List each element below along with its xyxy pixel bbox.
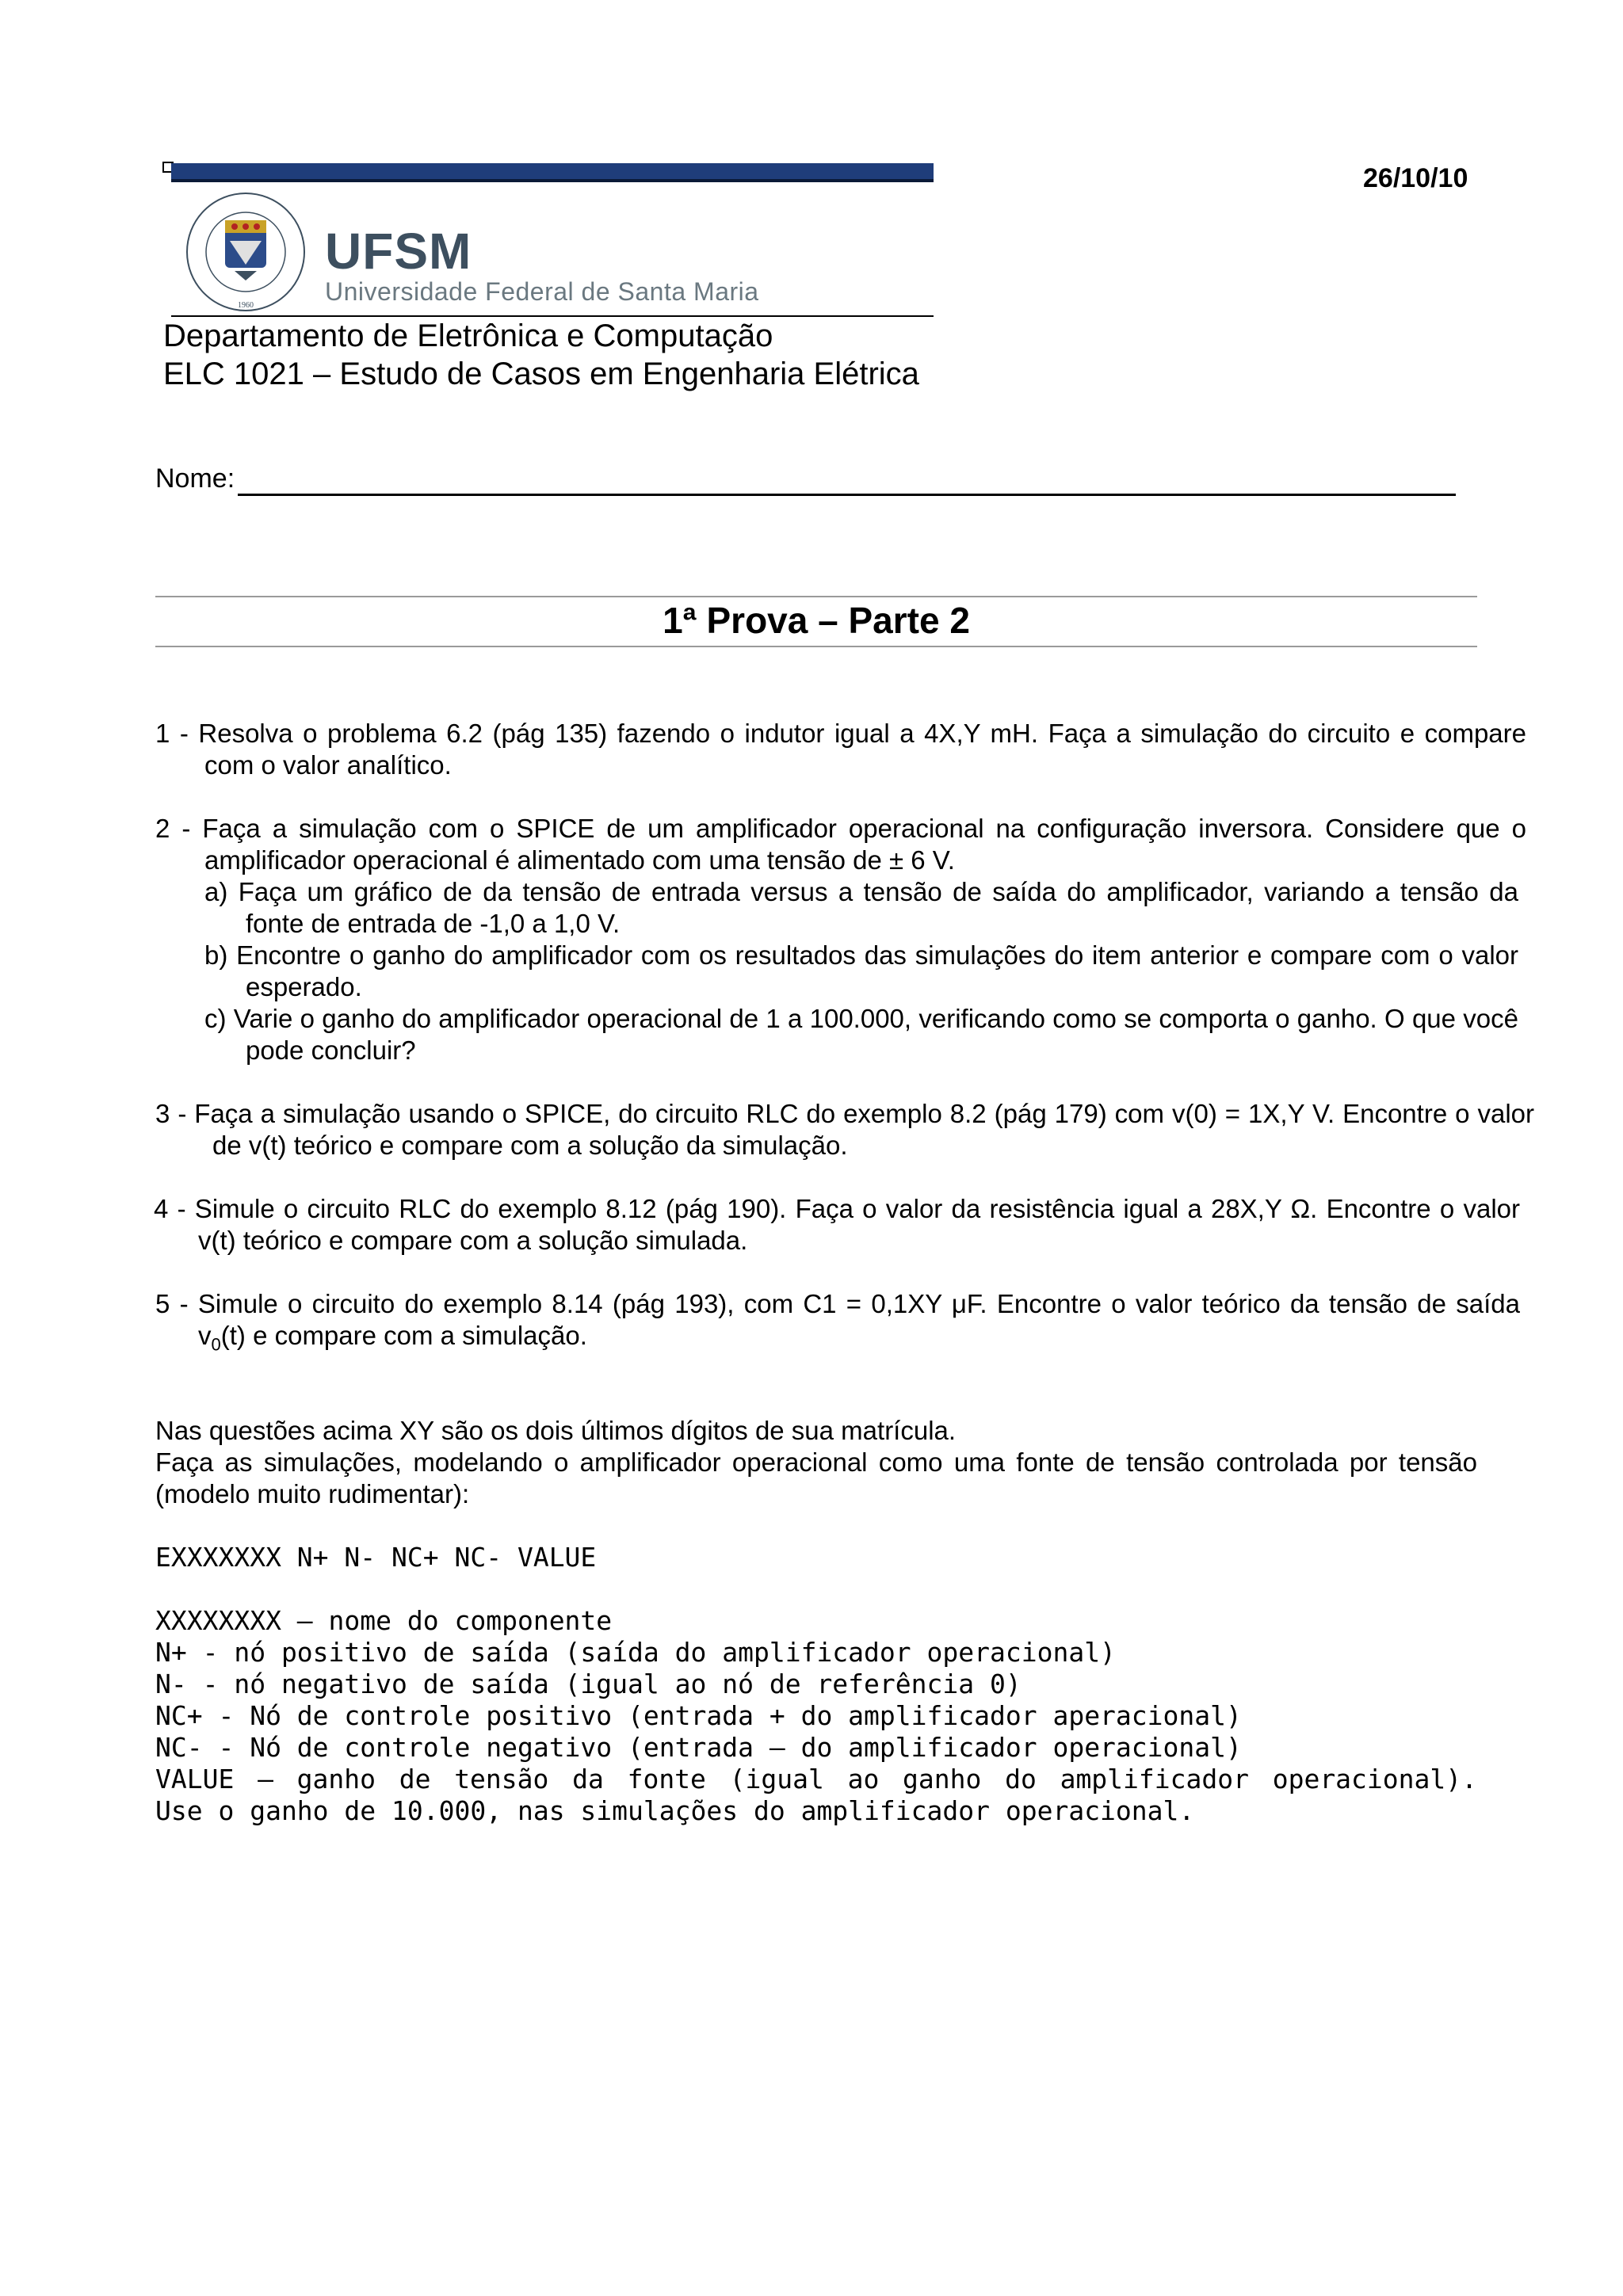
ufsm-seal-logo: [179, 189, 312, 315]
question-5-text-end: (t) e compare com a simulação.: [220, 1321, 587, 1350]
question-2a: a) Faça um gráfico de da tensão de entrada versus a tensão de saída do amplificador, variando a tensão da fonte de entrada de -1,0 a 1,0 V.: [204, 877, 1518, 938]
spice-line-4: NC+ - Nó de controle positivo (entrada + do amplificador aperacional): [155, 1700, 1242, 1731]
question-4: 4 - Simule o circuito RLC do exemplo 8.12 (pág 190). Faça o valor da resistência igual a 28X,Y Ω. Encontre o valor v(t) teórico e compare com a solução simulada.: [154, 1194, 1520, 1255]
spice-line-7: Use o ganho de 10.000, nas simulações do amplificador operacional.: [155, 1795, 1195, 1826]
logo-full-name: Universidade Federal de Santa Maria: [325, 277, 759, 306]
note-xy: Nas questões acima XY são os dois últimos dígitos de sua matrícula.: [155, 1416, 957, 1445]
name-field-line[interactable]: [238, 494, 1456, 496]
name-label: Nome:: [155, 463, 235, 494]
spice-line-3: N- - nó negativo de saída (igual ao nó de referência 0): [155, 1669, 1022, 1699]
question-5-subscript: 0: [211, 1334, 221, 1355]
logo-acronym: UFSM: [325, 223, 472, 280]
exam-date: 26/10/10: [1363, 163, 1468, 193]
spice-line-5: NC- - Nó de controle negativo (entrada – do amplificador operacional): [155, 1732, 1242, 1763]
title-rule-bottom: [155, 646, 1477, 647]
question-2b: b) Encontre o ganho do amplificador com os resultados das simulações do item anterior e compare com o valor esperado.: [204, 940, 1518, 1001]
question-2c: c) Varie o ganho do amplificador operacional de 1 a 100.000, verificando como se comporta o ganho. O que você pode concluir?: [204, 1004, 1518, 1065]
department-block: [163, 317, 919, 393]
spice-line-6: VALUE – ganho de tensão da fonte (igual ao ganho do amplificador operacional).: [155, 1764, 1477, 1794]
spice-line-2: N+ - nó positivo de saída (saída do amplificador operacional): [155, 1637, 1116, 1668]
header-bar-line: [171, 179, 934, 182]
svg-text:1960: 1960: [238, 301, 254, 310]
question-5: [155, 1288, 1520, 1361]
question-2: 2 - Faça a simulação com o SPICE de um amplificador operacional na configuração inversora. Considere que o amplificador operacional é alimentado com uma tensão de ± 6 V.: [155, 814, 1526, 875]
spice-syntax: EXXXXXXX N+ N- NC+ NC- VALUE: [155, 1542, 597, 1573]
question-3: 3 - Faça a simulação usando o SPICE, do circuito RLC do exemplo 8.2 (pág 179) com v(0) = 1X,Y V. Encontre o valor de v(t) teórico e compare com a solução da simulação.: [155, 1099, 1534, 1160]
header-bar: [171, 163, 934, 179]
question-5-text: 5 - Simule o circuito do exemplo 8.14 (pág 193), com C1 = 0,1XY μF. Encontre o valor teórico da tensão de saída v: [155, 1289, 1520, 1350]
exam-title: 1ª Prova – Parte 2: [663, 600, 970, 641]
course-name: ELC 1021 – Estudo de Casos em Engenharia Elétrica: [163, 357, 919, 391]
note-model: Faça as simulações, modelando o amplificador operacional como uma fonte de tensão controlada por tensão (modelo muito rudimentar):: [155, 1447, 1477, 1508]
department-name: Departamento de Eletrônica e Computação: [163, 318, 773, 353]
title-rule-top: [155, 596, 1477, 597]
spice-line-1: XXXXXXXX – nome do componente: [155, 1605, 613, 1636]
question-1: 1 - Resolva o problema 6.2 (pág 135) fazendo o indutor igual a 4X,Y mH. Faça a simulação do circuito e compare com o valor analítico.: [155, 719, 1526, 780]
